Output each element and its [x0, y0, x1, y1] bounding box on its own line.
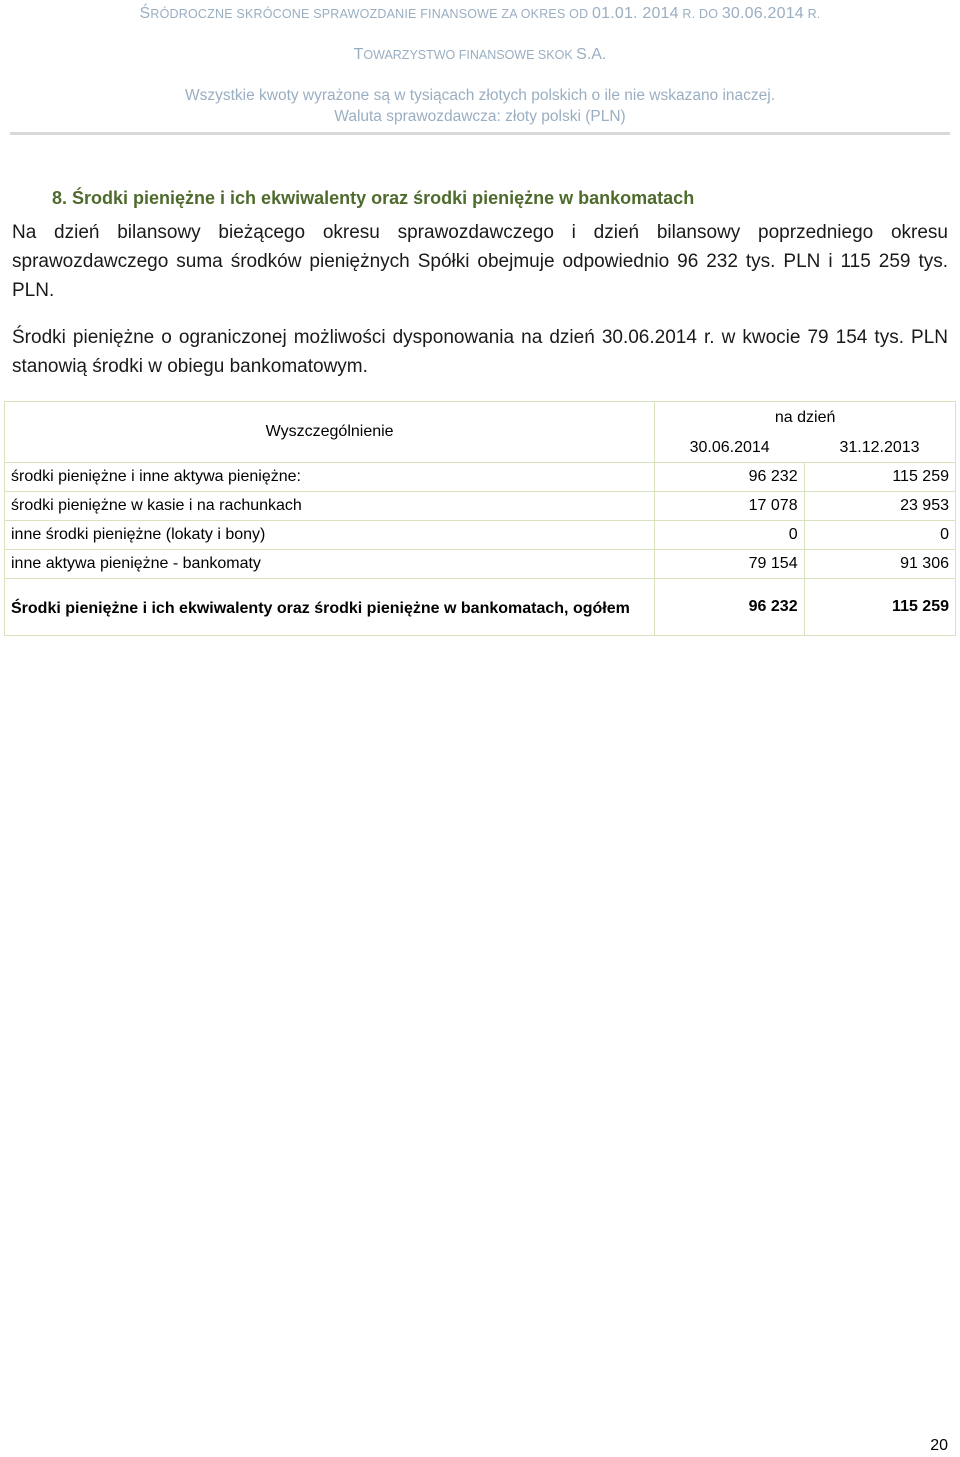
- header-divider: [10, 132, 950, 135]
- company-suffix: S.A.: [576, 46, 607, 63]
- row-value-current: 96 232: [655, 463, 804, 492]
- row-value-prior: 0: [804, 521, 955, 550]
- page-number: 20: [930, 1437, 948, 1454]
- company-initial: T: [353, 46, 364, 63]
- report-period-start: 01.01. 2014: [592, 5, 679, 22]
- cash-table: [4, 401, 956, 636]
- row-label: inne aktywa pieniężne - bankomaty: [5, 550, 655, 579]
- table-row: [5, 492, 956, 521]
- row-value-prior: 23 953: [804, 492, 955, 521]
- report-title-initial: Ś: [139, 5, 151, 22]
- total-value-prior: 115 259: [804, 579, 955, 636]
- row-label: inne środki pieniężne (lokaty i bony): [5, 521, 655, 550]
- report-period-end: 30.06.2014: [721, 5, 804, 22]
- report-title-text-3: R.: [803, 7, 821, 21]
- row-value-prior: 115 259: [804, 463, 955, 492]
- company-name: [0, 46, 960, 64]
- amounts-note: Wszystkie kwoty wyrażone są w tysiącach złotych polskich o ile nie wskazano inaczej.: [184, 87, 776, 104]
- section-title: 8. Środki pieniężne i ich ekwiwalenty oraz środki pieniężne w bankomatach: [52, 188, 695, 208]
- row-value-prior: 91 306: [804, 550, 955, 579]
- currency-note: Waluta sprawozdawcza: złoty polski (PLN): [334, 108, 626, 125]
- table-header-date-prior: 31.12.2013: [804, 433, 955, 462]
- row-value-current: 0: [655, 521, 804, 550]
- paragraph-cash-total: Na dzień bilansowy bieżącego okresu sprawozdawczego i dzień bilansowy poprzedniego okresu sprawozdawczego suma środków pieniężnych Spółki obejmuje odpowiednio 96 232 tys. PLN i 115 259 tys. PLN.: [12, 222, 948, 301]
- total-value-current: 96 232: [655, 579, 804, 636]
- row-label: środki pieniężne w kasie i na rachunkach: [5, 492, 655, 521]
- table-header-label: Wyszczególnienie: [5, 402, 655, 463]
- total-label: Środki pieniężne i ich ekwiwalenty oraz środki pieniężne w bankomatach, ogółem: [5, 579, 655, 636]
- report-title-text-2: R. DO: [678, 7, 722, 21]
- company-name-text: OWARZYSTWO FINANSOWE SKOK: [363, 48, 577, 62]
- report-title-text: RÓDROCZNE SKRÓCONE SPRAWOZDANIE FINANSOWE ZA OKRES OD: [150, 7, 593, 21]
- paragraph-restricted-cash: Środki pieniężne o ograniczonej możliwości dysponowania na dzień 30.06.2014 r. w kwocie 79 154 tys. PLN stanowią środki w obiegu bankomatowym.: [12, 327, 948, 377]
- table-total-row: [5, 579, 956, 636]
- report-title: [0, 5, 960, 23]
- table-row: [5, 463, 956, 492]
- row-value-current: 17 078: [655, 492, 804, 521]
- table-header-date-current: 30.06.2014: [655, 433, 804, 462]
- table-row: [5, 550, 956, 579]
- table-header-group: na dzień: [655, 402, 956, 434]
- row-label: środki pieniężne i inne aktywa pieniężne:: [5, 463, 655, 492]
- table-row: [5, 521, 956, 550]
- row-value-current: 79 154: [655, 550, 804, 579]
